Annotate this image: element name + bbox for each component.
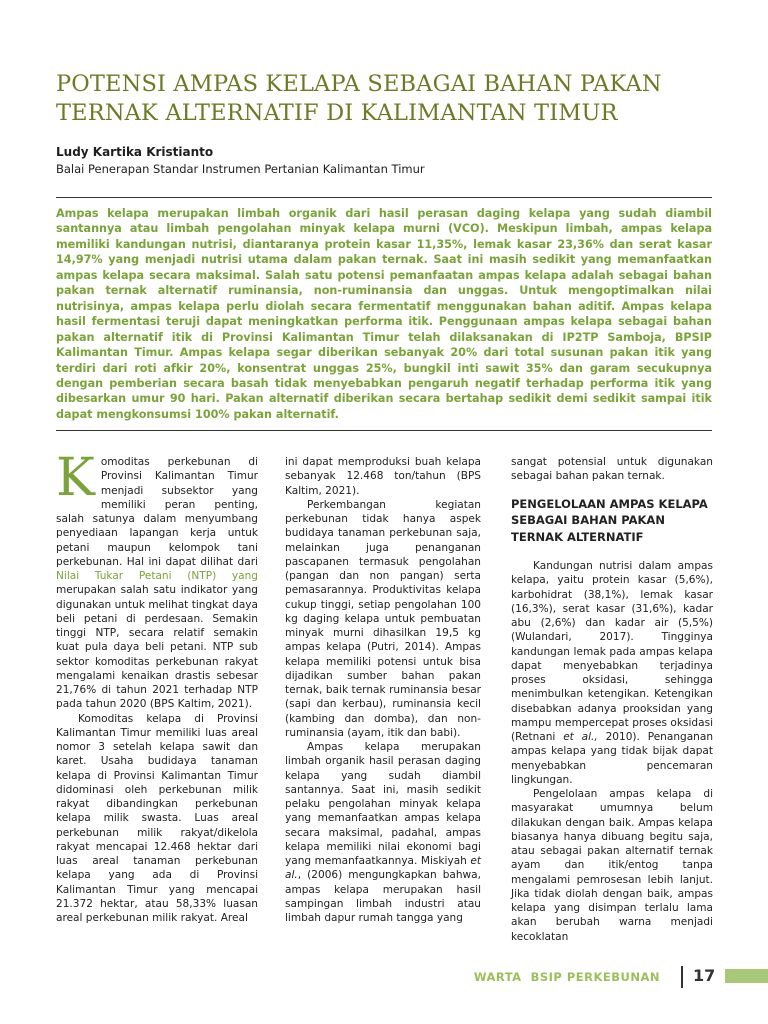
body-column-1 bbox=[56, 448, 258, 925]
author-affiliation: Balai Penerapan Standar Instrumen Pertanian Kalimantan Timur bbox=[56, 162, 425, 176]
section-heading: PENGELOLAAN AMPAS KELAPA SEBAGAI BAHAN PAKAN TERNAK ALTERNATIF bbox=[511, 496, 708, 544]
paragraph: Komoditas kelapa di Provinsi Kalimantan Timur memiliki luas areal nomor 3 setelah kelapa sawit dan karet. Usaha budidaya tanaman kelapa di Provinsi Kalimantan Timur didominasi oleh perkebunan milik rakyat dibandingkan perkebunan kelapa milik swasta. Luas areal perkebunan milik rakyat/dikelola rakyat mencapai 12.468 hektar dari luas areal tanaman perkebunan kelapa yang ada di Provinsi Kalimantan Timur yang mencapai 21.372 hektar, atau 58,33% luasan areal perkebunan milik rakyat. Areal bbox=[56, 712, 258, 924]
body-column-3 bbox=[511, 455, 713, 944]
abstract: Ampas kelapa merupakan limbah organik dari hasil perasan daging kelapa yang sudah diambil santannya atau limbah pengolahan minyak kelapa murni (VCO). Meskipun limbah, ampas kelapa memiliki kandungan nutrisi, diantaranya protein kasar 11,35%, lemak kasar 23,36% dan serat kasar 14,97% yang menjadi nutrisi utama dalam pakan ternak. Saat ini masih sedikit yang memanfaatkan ampas kelapa secara maksimal. Salah satu potensi pemanfaatan ampas kelapa adalah sebagai bahan pakan ternak alternatif ruminansia, non-ruminansia dan unggas. Untuk mengoptimalkan nilai nutrisinya, ampas kelapa perlu diolah secara fermentatif menggunakan bahan aditif. Ampas kelapa hasil fermentasi teruji dapat meningkatkan performa itik. Penggunaan ampas kelapa sebagai bahan pakan alternatif itik di Provinsi Kalimantan Timur telah dilaksanakan di IP2TP Samboja, BPSIP Kalimantan Timur. Ampas kelapa segar diberikan sebanyak 20% dari total susunan pakan itik yang terdiri dari roti afkir 20%, konsentrat unggas 25%, bungkil inti sawit 35% dan garam secukupnya dengan pemberian secara basah tidak menyebabkan pengaruh negatif terhadap performa itik yang dibesarkan umur 90 hari. Pakan alternatif diberikan secara bertahap sedikit demi sedikit sampai itik dapat mengkonsumsi 100% pakan alternatif. bbox=[56, 207, 712, 421]
abstract-top-rule bbox=[56, 197, 712, 198]
paragraph-text: merupakan salah satu indikator yang digunakan untuk melihat tingkat daya beli petani di perdesaan. Semakin tinggi NTP, secara relatif semakin kuat pula daya beli petani. NTP sub sektor komoditas perkebunan rakyat mengalami kenaikan drastis sebesar 21,76% di tahun 2021 terhadap NTP pada tahun 2020 (BPS Kaltim, 2021). bbox=[56, 584, 258, 711]
paragraph: Perkembangan kegiatan perkebunan tidak hanya aspek budidaya tanaman perkebunan saja, melainkan juga penanganan pascapanen termasuk pengolahan (pangan dan non pangan) serta pemasarannya. Produktivitas kelapa cukup tinggi, setiap pengolahan 100 kg daging kelapa untuk pembuatan minyak murni dihasilkan 19,5 kg ampas kelapa (Putri, 2014). Ampas kelapa memiliki potensi untuk bisa dijadikan sumber bahan pakan ternak, baik ternak ruminansia besar (sapi dan kerbau), ruminansia kecil (kambing dan domba), dan non-ruminansia (ayam, itik dan babi). bbox=[285, 498, 481, 739]
paragraph bbox=[56, 448, 258, 712]
drop-cap: K bbox=[56, 448, 95, 508]
paragraph-text: Ampas kelapa merupakan limbah organik hasil perasan daging kelapa yang sudah diambil santannya. Saat ini, masih sedikit pelaku pengolahan minyak kelapa yang memanfaatkan ampas kelapa secara maksimal, padahal, ampas kelapa memiliki nilai ekonomi bagi yang memanfaatkannya. Miskiyah bbox=[285, 741, 481, 867]
paragraph: ini dapat memproduksi buah kelapa sebanyak 12.468 ton/tahun (BPS Kaltim, 2021). bbox=[285, 456, 481, 497]
paragraph: Pengelolaan ampas kelapa di masyarakat umumnya belum dilakukan dengan baik. Ampas kelapa biasanya hanya dibuang begitu saja, atau sebagai pakan alternatif ternak ayam dan itik/entog tanpa mengalami pemrosesan lebih lanjut. Jika tidak diolah dengan baik, ampas kelapa yang disimpan terlalu lama akan berubah warna menjadi kecoklatan bbox=[511, 788, 713, 943]
footer-divider bbox=[681, 966, 683, 988]
paragraph bbox=[511, 559, 713, 787]
et-al: et al. bbox=[285, 855, 481, 882]
footer-accent-bar bbox=[725, 969, 768, 983]
ntp-link[interactable]: Nilai Tukar Petani (NTP) yang bbox=[56, 570, 258, 582]
paragraph bbox=[285, 740, 481, 925]
paragraph-text: 2010). Penanganan ampas kelapa yang tidak bijak dapat menyebabkan pencemaran lingkungan. bbox=[511, 731, 714, 786]
author-name: Ludy Kartika Kristianto bbox=[56, 145, 214, 159]
et-al: et al., bbox=[563, 731, 598, 743]
page-number: 17 bbox=[693, 966, 716, 985]
article-title: POTENSI AMPAS KELAPA SEBAGAI BAHAN PAKAN TERNAK ALTERNATIF DI KALIMANTAN TIMUR bbox=[56, 71, 662, 126]
paragraph-text: omoditas perkebunan di Provinsi Kalimantan Timur menjadi subsektor yang memiliki peran penting, salah satunya dalam menyumbang penyediaan lapangan kerja untuk petani maupun kelompok tani perkebunan. Hal ini dapat dilihat dari bbox=[56, 456, 258, 568]
paragraph-text: Kandungan nutrisi dalam ampas kelapa, yaitu protein kasar (5,6%), karbohidrat (38,1%), lemak kasar (16,3%), serat kasar (31,6%), kadar abu (2,6%) dan kadar air (5,5%) (Wulandari, 2017). Tingginya kandungan lemak pada ampas kelapa dapat menyebabkan terjadinya proses oksidasi, sehingga menimbulkan ketengikan. Ketengikan disebabkan adanya prooksidan yang mampu mempercepat proses oksidasi (Retnani bbox=[511, 560, 713, 743]
abstract-bottom-rule bbox=[56, 430, 712, 431]
paragraph-text: , (2006) mengungkapkan bahwa, ampas kelapa merupakan hasil sampingan limbah industri atau limbah dapur rumah tangga yang bbox=[285, 869, 481, 924]
body-column-2 bbox=[285, 455, 481, 925]
magazine-name: WARTA BSIP PERKEBUNAN bbox=[473, 970, 660, 984]
paragraph: sangat potensial untuk digunakan sebagai bahan pakan ternak. bbox=[511, 456, 713, 483]
